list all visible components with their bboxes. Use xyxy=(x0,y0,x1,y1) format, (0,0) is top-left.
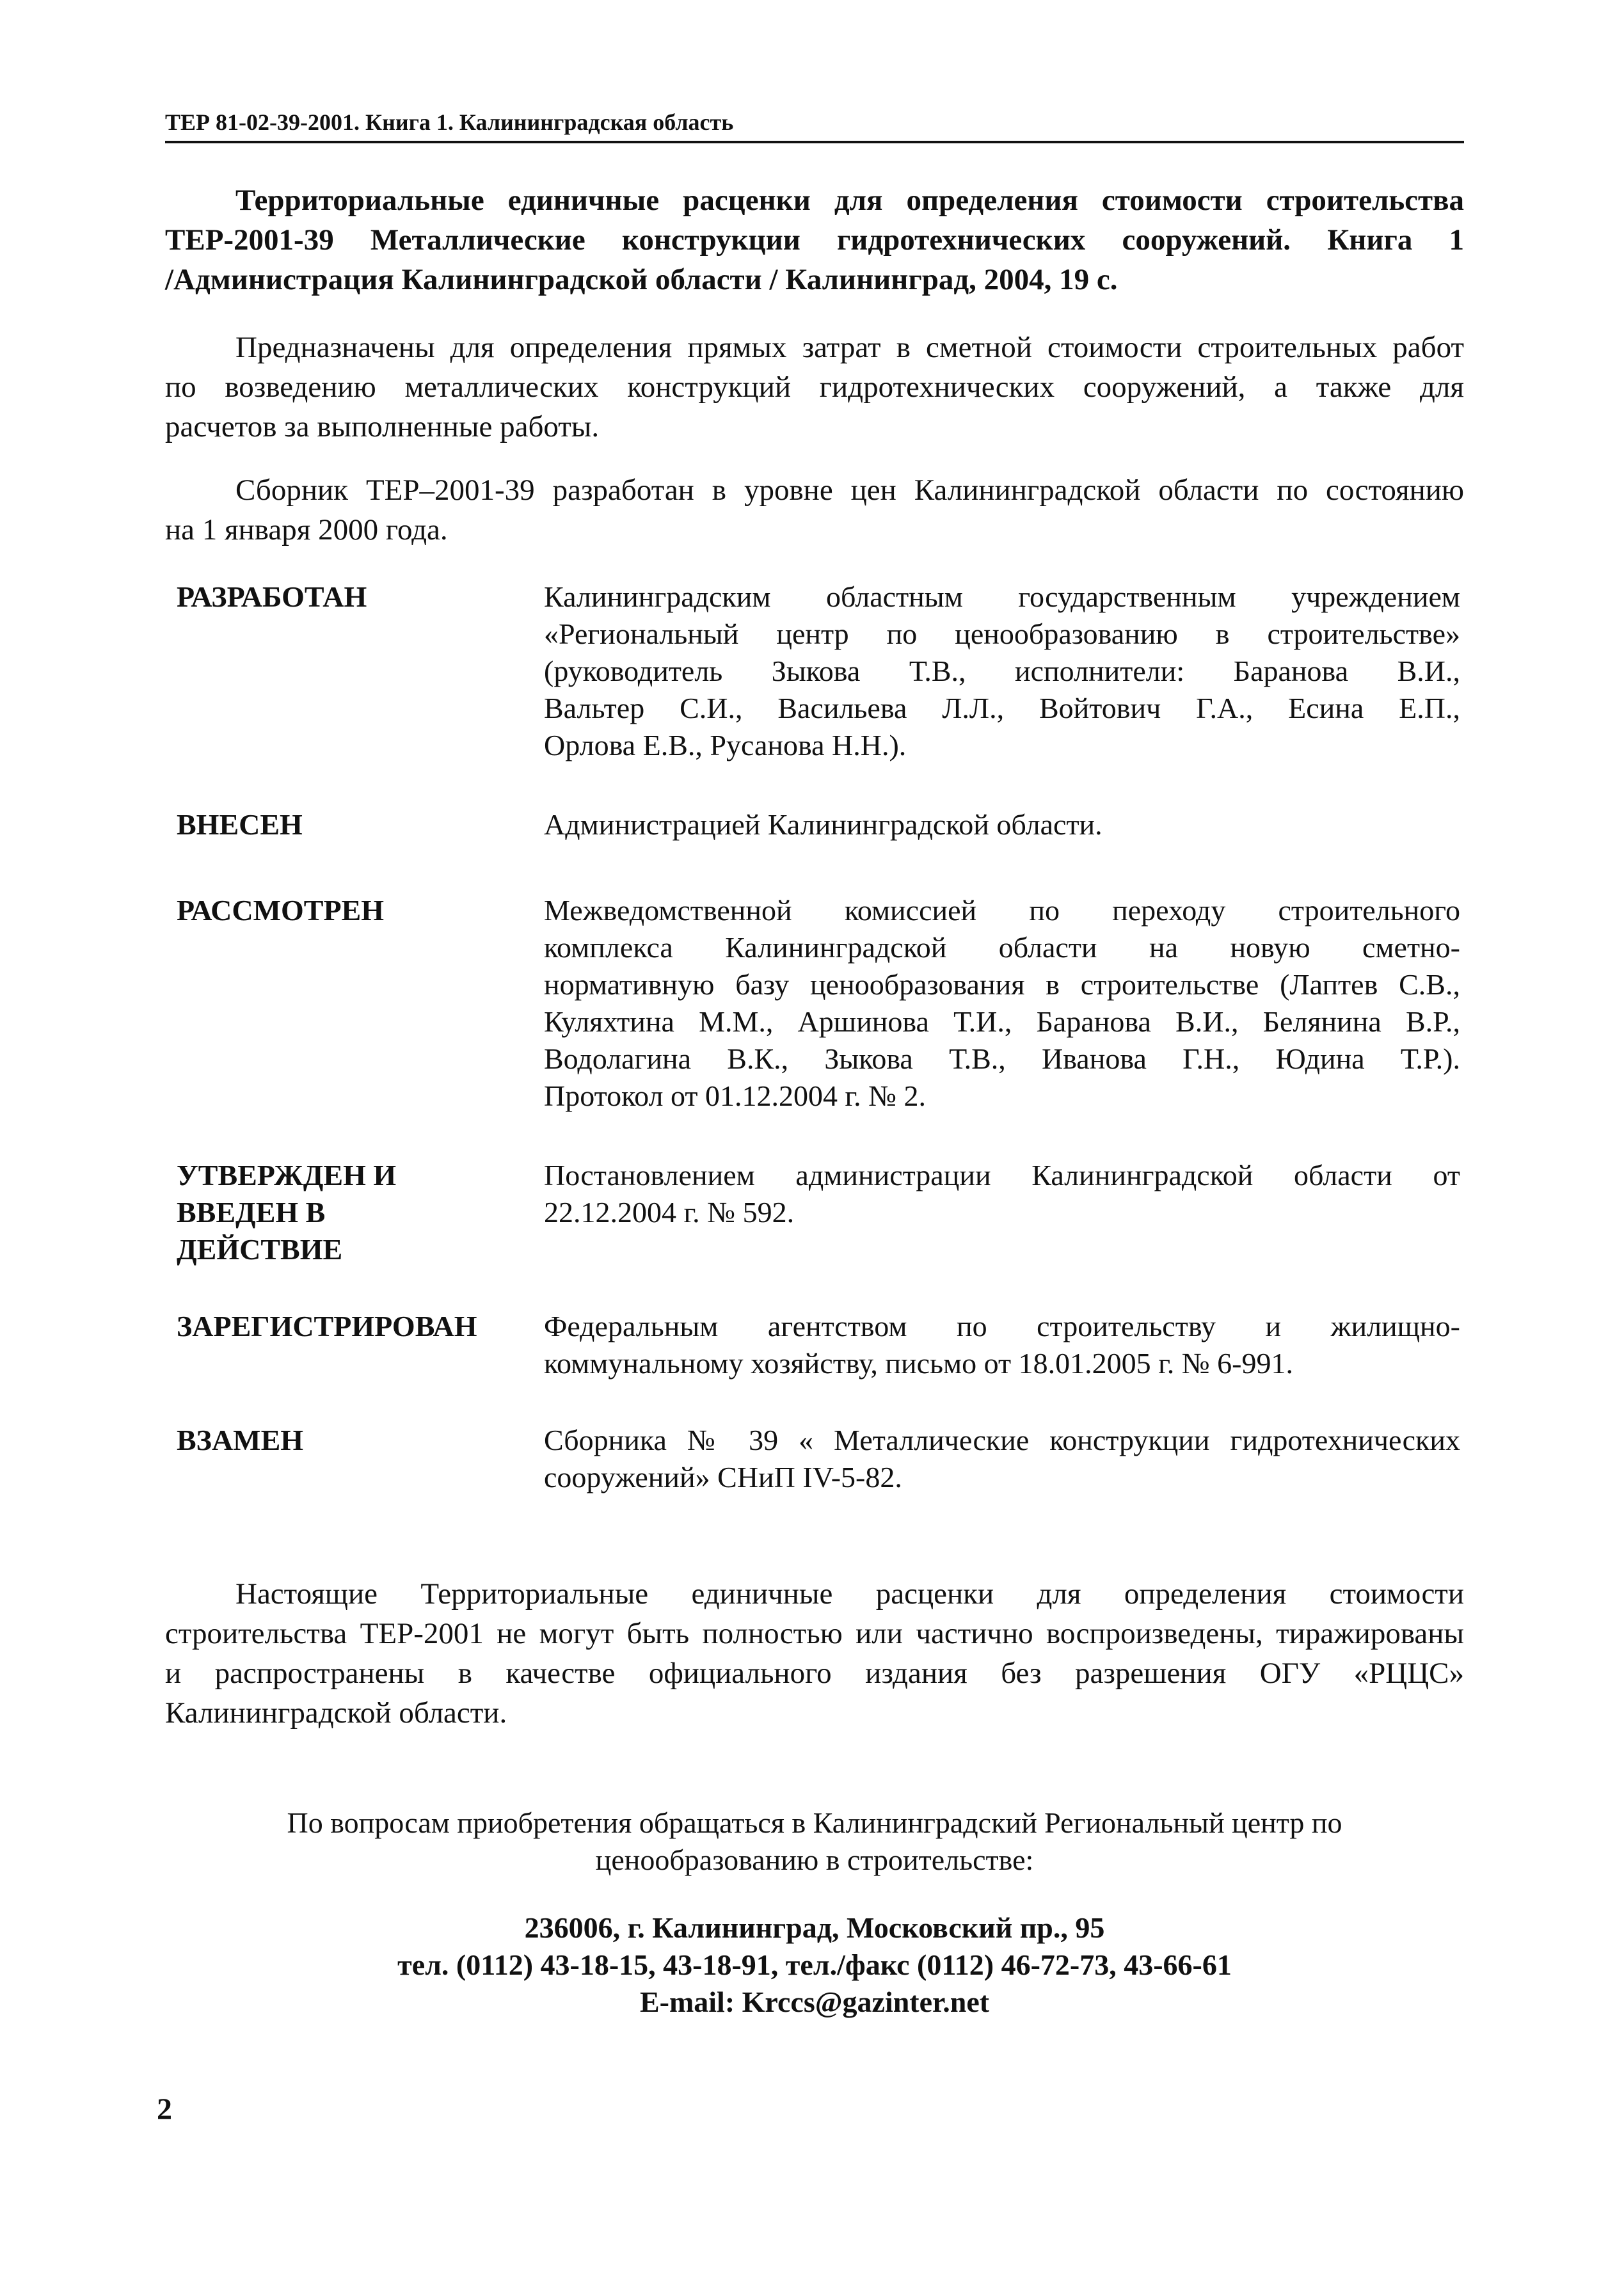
detail-label-line: ЗАРЕГИСТРИРОВАН xyxy=(177,1310,477,1342)
detail-label xyxy=(177,1157,522,1268)
detail-label xyxy=(177,1308,522,1345)
title-line: Территориальные единичные расценки для определения стоимости строительства xyxy=(235,184,1464,217)
running-header: ТЕР 81-02-39-2001. Книга 1. Калининградская область xyxy=(165,109,734,135)
paragraph-line: Сборник ТЕР–2001-39 разработан в уровне цен Калининградской области по состоянию xyxy=(235,474,1464,507)
detail-label-line: ДЕЙСТВИЕ xyxy=(177,1233,343,1266)
title-line: /Администрация Калининградской области / Калининград, 2004, 19 с. xyxy=(165,263,1118,296)
header-divider xyxy=(165,141,1464,143)
detail-label-line: УТВЕРЖДЕН И xyxy=(177,1159,397,1191)
detail-value-line: (руководитель Зыкова Т.В., исполнители: Баранова В.И., xyxy=(544,655,1460,687)
detail-label-line: РАССМОТРЕН xyxy=(177,894,385,927)
paragraph-line: Калининградской области. xyxy=(165,1696,507,1730)
page-number: 2 xyxy=(157,2092,172,2126)
detail-value-line: Орлова Е.В., Русанова Н.Н.). xyxy=(544,729,907,761)
paragraph-line: Предназначены для определения прямых затрат в сметной стоимости строительных работ xyxy=(235,331,1464,364)
copyright-paragraph xyxy=(165,1574,1464,1733)
detail-label xyxy=(177,806,522,843)
detail-value-line: нормативную базу ценообразования в строительстве (Лаптев С.В., xyxy=(544,968,1460,1001)
document-title xyxy=(165,180,1464,299)
detail-value-line: Постановлением администрации Калининградской области от xyxy=(544,1159,1460,1191)
detail-label xyxy=(177,892,522,929)
paragraph-line: по возведению металлических конструкций гидротехнических сооружений, а также для xyxy=(165,370,1464,404)
contact-phones: тел. (0112) 43-18-15, 43-18-91, тел./факс (0112) 46-72-73, 43-66-61 xyxy=(397,1948,1232,1981)
detail-value-line: Межведомственной комиссией по переходу строительного xyxy=(544,894,1460,927)
detail-value xyxy=(544,806,1460,843)
detail-value xyxy=(544,1157,1460,1231)
purpose-paragraph xyxy=(165,328,1464,447)
paragraph-line: на 1 января 2000 года. xyxy=(165,513,448,546)
detail-value xyxy=(544,892,1460,1115)
detail-label-line: РАЗРАБОТАН xyxy=(177,580,367,613)
contact-intro-line: По вопросам приобретения обращаться в Калининградский Региональный центр по xyxy=(287,1806,1342,1839)
detail-label xyxy=(177,1422,522,1459)
detail-value-line: Вальтер С.И., Васильева Л.Л., Войтович Г.А., Есина Е.П., xyxy=(544,692,1460,724)
detail-value-line: Сборника № 39 « Металлические конструкции гидротехнических xyxy=(544,1424,1460,1456)
detail-value-line: Федеральным агентством по строительству и жилищно- xyxy=(544,1310,1460,1342)
detail-value-line: Калининградским областным государственным учреждением xyxy=(544,580,1460,613)
detail-label-line: ВВЕДЕН В xyxy=(177,1196,326,1229)
contact-intro-line: ценообразованию в строительстве: xyxy=(595,1843,1034,1876)
contact-intro xyxy=(165,1804,1464,1879)
detail-value-line: 22.12.2004 г. № 592. xyxy=(544,1196,795,1229)
detail-value-line: Куляхтина М.М., Аршинова Т.И., Баранова В.И., Белянина В.Р., xyxy=(544,1005,1460,1038)
detail-value xyxy=(544,1422,1460,1496)
contact-address: 236006, г. Калининград, Московский пр., 95 xyxy=(524,1911,1105,1944)
detail-value-line: Протокол от 01.12.2004 г. № 2. xyxy=(544,1079,927,1112)
detail-value-line: комплекса Калининградской области на новую сметно- xyxy=(544,931,1460,964)
detail-value xyxy=(544,1308,1460,1382)
detail-label-line: ВНЕСЕН xyxy=(177,808,303,841)
detail-value-line: коммунальному хозяйству, письмо от 18.01.2005 г. № 6-991. xyxy=(544,1347,1293,1380)
title-line: ТЕР-2001-39 Металлические конструкции гидротехнических сооружений. Книга 1 xyxy=(165,223,1464,257)
contact-email: E-mail: Krccs@gazinter.net xyxy=(639,1986,990,2018)
detail-value-line: «Региональный центр по ценообразованию в строительстве» xyxy=(544,617,1460,650)
detail-value-line: Администрацией Калининградской области. xyxy=(544,808,1103,841)
detail-label xyxy=(177,578,522,616)
paragraph-line: и распространены в качестве официального издания без разрешения ОГУ «РЦЦС» xyxy=(165,1657,1464,1690)
detail-value xyxy=(544,578,1460,764)
detail-value-line: сооружений» СНиП IV-5-82. xyxy=(544,1461,902,1493)
paragraph-line: Настоящие Территориальные единичные расценки для определения стоимости xyxy=(235,1577,1464,1611)
paragraph-line: расчетов за выполненные работы. xyxy=(165,410,600,443)
paragraph-line: строительства ТЕР-2001 не могут быть полностью или частично воспроизведены, тиражированы xyxy=(165,1617,1464,1650)
price-level-paragraph xyxy=(165,470,1464,550)
detail-label-line: ВЗАМЕН xyxy=(177,1424,304,1456)
detail-value-line: Водолагина В.К., Зыкова Т.В., Иванова Г.Н., Юдина Т.Р.). xyxy=(544,1042,1460,1075)
